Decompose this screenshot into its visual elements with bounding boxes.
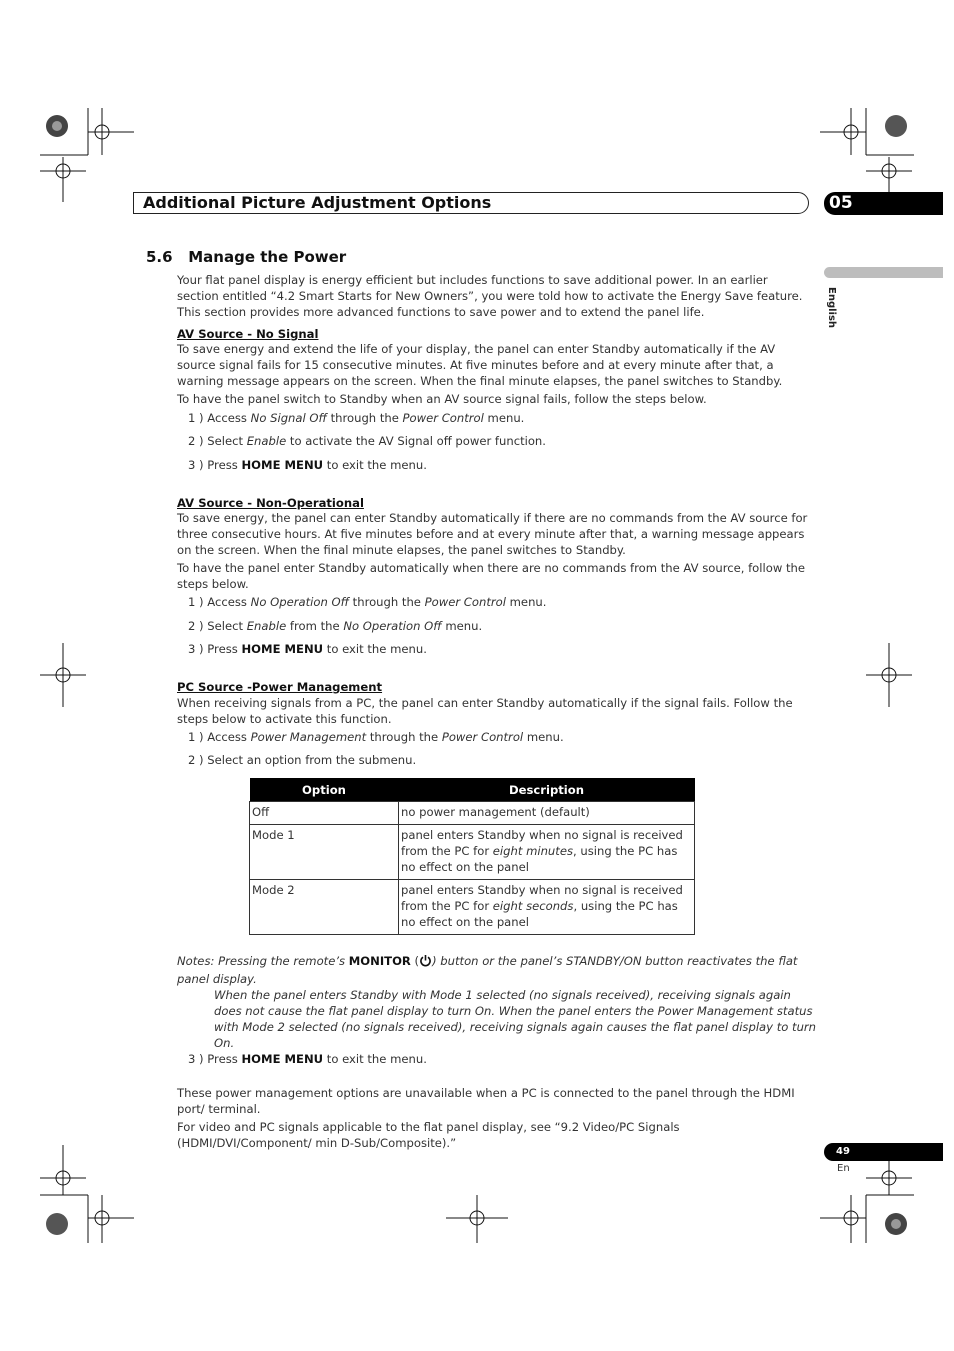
description-cell: no power management (default) — [399, 802, 695, 825]
pc-step-1: 1 ) Access Power Management through the Power Control menu. — [188, 730, 564, 744]
page-number: 49 — [836, 1146, 850, 1157]
non-op-step-3: 3 ) Press HOME MENU to exit the menu. — [188, 642, 427, 656]
note-2: When the panel enters Standby with Mode 1 selected (no signals received), receiving signals again does not cause the flat panel display to turn On. When the panel enters the Power Management status with Mode 2 selected (no signals received), receiving signals again causes the flat panel display to turn On. — [214, 988, 817, 1050]
non-op-step-1: 1 ) Access No Operation Off through the Power Control menu. — [188, 595, 547, 609]
no-signal-step-2: 2 ) Select Enable to activate the AV Signal off power function. — [188, 434, 546, 448]
description-cell: panel enters Standby when no signal is received from the PC for eight seconds, using the PC has no effect on the panel — [399, 880, 695, 935]
chapter-title: Additional Picture Adjustment Options — [143, 193, 492, 212]
power-icon — [419, 954, 432, 971]
option-cell: Off — [250, 802, 399, 825]
non-op-paragraph: To save energy, the panel can enter Standby automatically if there are no commands from the AV source for three consecutive hours. At five minutes before and at every minute after that, a warning message appears on the screen. When the final minute elapses, the panel switches to Standby. — [177, 511, 808, 557]
subsection-title-pc-power: PC Source -Power Management — [177, 680, 383, 694]
no-signal-step-1: 1 ) Access No Signal Off through the Power Control menu. — [188, 411, 525, 425]
table-row — [250, 802, 695, 825]
chapter-number: 05 — [829, 193, 853, 213]
non-op-step-2: 2 ) Select Enable from the No Operation Off menu. — [188, 619, 483, 633]
option-cell: Mode 2 — [250, 880, 399, 935]
option-cell: Mode 1 — [250, 825, 399, 880]
pc-paragraph: When receiving signals from a PC, the panel can enter Standby automatically if the signal fails. Follow the steps below to activate this function. — [177, 696, 793, 726]
footer-paragraph-signals: For video and PC signals applicable to the flat panel display, see “9.2 Video/PC Signals (HDMI/DVI/Component/ min D-Sub/Composite).” — [177, 1120, 680, 1150]
subsection-title-no-signal: AV Source - No Signal — [177, 327, 319, 341]
description-cell: panel enters Standby when no signal is received from the PC for eight minutes, using the PC has no effect on the panel — [399, 825, 695, 880]
non-op-instructions: To have the panel enter Standby automatically when there are no commands from the AV source, follow the steps below. — [177, 561, 806, 591]
table-row — [250, 825, 695, 880]
page-language: En — [837, 1163, 850, 1174]
table-row — [250, 880, 695, 935]
pc-step-3: 3 ) Press HOME MENU to exit the menu. — [188, 1052, 427, 1066]
pc-step-2: 2 ) Select an option from the submenu. — [188, 753, 417, 767]
note-1: Notes: Pressing the remote’s MONITOR ( ) button or the panel’s STANDBY/ON button reactivates the flat panel display. — [177, 954, 798, 986]
section-title: 5.6 Manage the Power — [146, 248, 347, 266]
section-intro: Your flat panel display is energy efficient but includes functions to save additional power. In an earlier section entitled “4.2 Smart Starts for New Owners”, you were told how to activate the Energy Save feature. This section provides more advanced functions to save power and to extend the panel life. — [177, 273, 803, 319]
no-signal-step-3: 3 ) Press HOME MENU to exit the menu. — [188, 458, 427, 472]
table-header-row — [250, 778, 695, 802]
subsection-title-non-operational: AV Source - Non-Operational — [177, 496, 364, 510]
table-header-option: Option — [250, 778, 399, 802]
table-header-description: Description — [399, 778, 695, 802]
notes-block — [177, 953, 817, 1051]
language-label: English — [826, 287, 837, 329]
no-signal-instructions: To have the panel switch to Standby when an AV source signal fails, follow the steps below. — [177, 392, 707, 406]
no-signal-paragraph: To save energy and extend the life of your display, the panel can enter Standby automatically if the AV source signal fails for 15 consecutive minutes. At five minutes before and at every minute after that, a warning message appears on the screen. When the final minute elapses, the panel switches to Standby. — [177, 342, 783, 388]
language-tab — [824, 267, 943, 278]
power-management-options-table — [249, 778, 695, 935]
footer-paragraph-hdmi: These power management options are unavailable when a PC is connected to the panel through the HDMI port/ terminal. — [177, 1086, 795, 1116]
